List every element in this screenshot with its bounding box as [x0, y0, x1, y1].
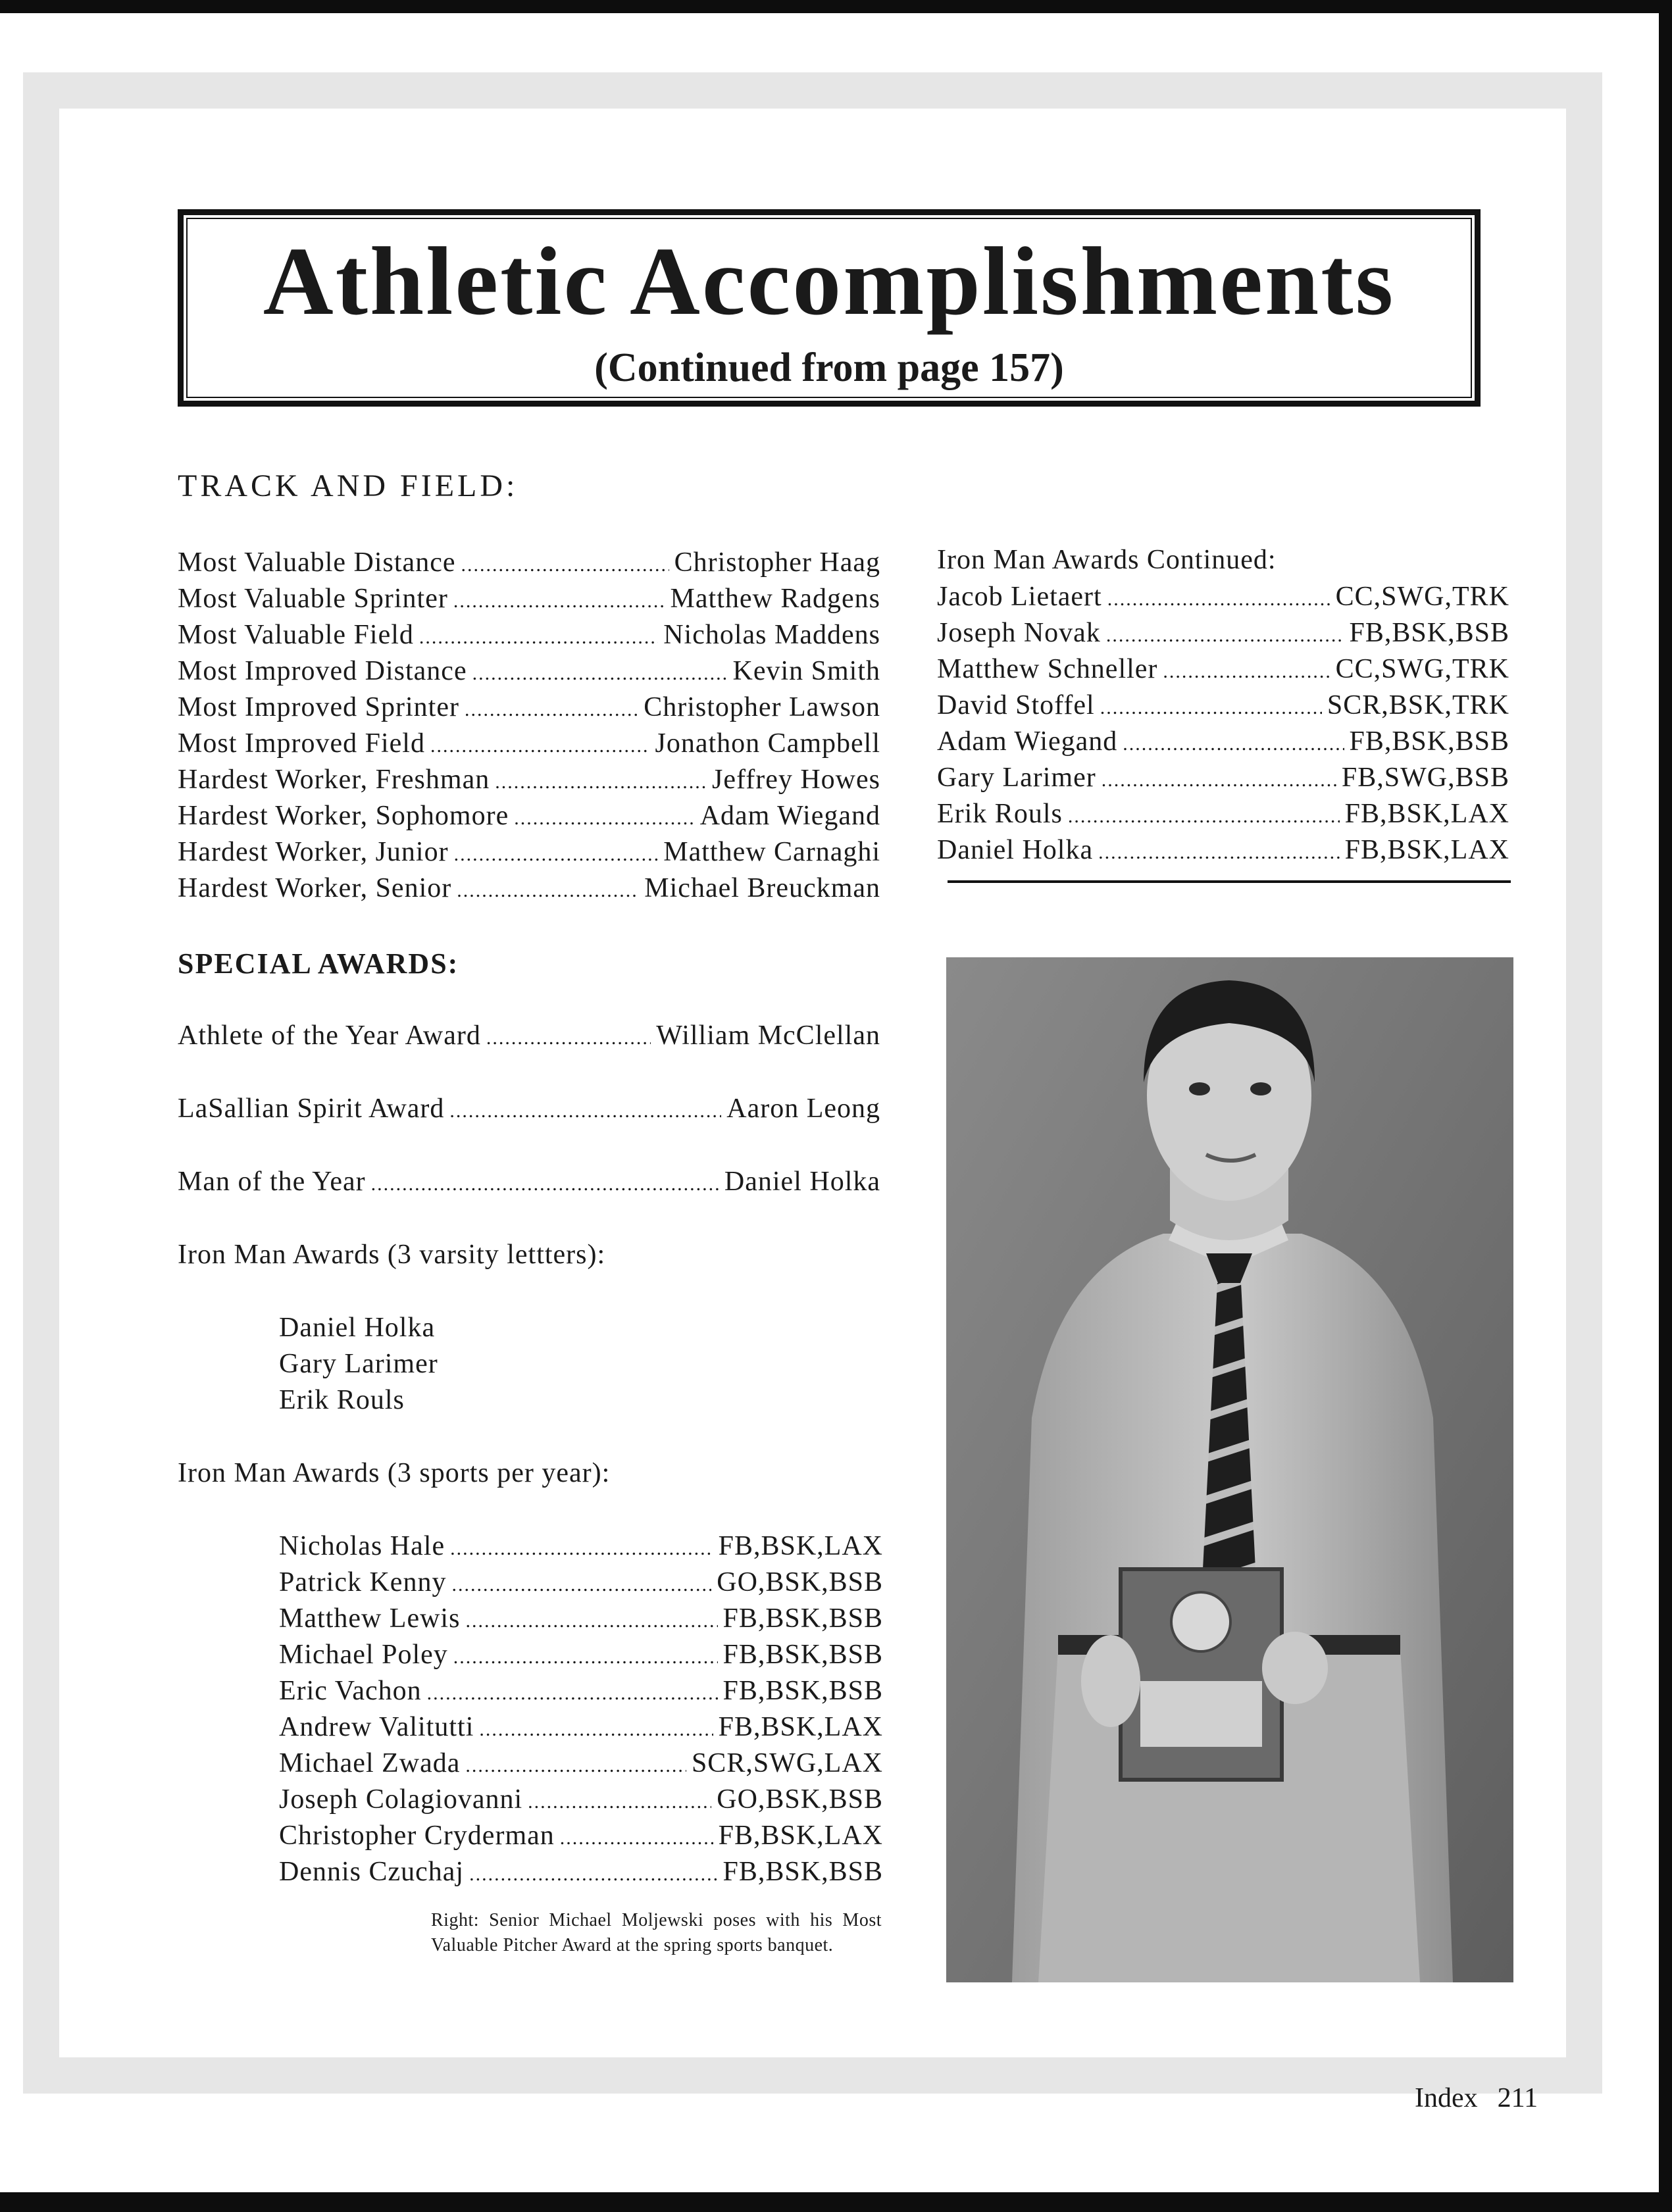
athlete-name: Joseph Novak	[937, 618, 1101, 648]
award-row	[178, 766, 880, 793]
page-subtitle: (Continued from page 157)	[594, 345, 1064, 390]
photo-caption: Right: Senior Michael Moljewski poses with his Most Valuable Pitcher Award at the spring sports banquet.	[431, 1910, 882, 1955]
award-winner: Nicholas Maddens	[663, 620, 880, 650]
athlete-name: David Stoffel	[937, 690, 1095, 720]
athlete-sports: SCR,SWG,LAX	[691, 1748, 883, 1778]
athlete-sports: FB,BSK,BSB	[722, 1676, 883, 1706]
award-row	[178, 693, 880, 721]
athlete-sports: CC,SWG,TRK	[1335, 654, 1509, 684]
award-name: Hardest Worker, Senior	[178, 873, 452, 903]
column-divider-rule	[948, 880, 1511, 883]
iron-man-row	[937, 800, 1509, 828]
dot-leader	[449, 1101, 721, 1121]
dot-leader	[469, 1865, 717, 1884]
athlete-name: Jacob Lietaert	[937, 582, 1102, 612]
dot-leader	[453, 1647, 718, 1667]
athlete-name: Patrick Kenny	[279, 1567, 447, 1597]
award-name: Most Improved Sprinter	[178, 692, 459, 722]
athlete-name: Nicholas Hale	[279, 1531, 445, 1561]
athlete-name: Michael Poley	[279, 1640, 448, 1670]
iron-man-continued-heading: Iron Man Awards Continued:	[937, 545, 1277, 575]
scan-edge-right	[1659, 0, 1672, 2212]
award-winner: Adam Wiegand	[699, 801, 880, 831]
dot-leader	[461, 555, 669, 575]
athlete-sports: GO,BSK,BSB	[717, 1784, 883, 1815]
award-name: Most Valuable Distance	[178, 547, 456, 578]
iron-man-row	[279, 1713, 883, 1741]
dot-leader	[1123, 734, 1344, 754]
award-row	[178, 549, 880, 576]
dot-leader	[560, 1828, 713, 1848]
award-row	[178, 585, 880, 613]
dot-leader	[430, 736, 650, 756]
iron-man-row	[279, 1822, 883, 1849]
award-winner: Matthew Carnaghi	[663, 837, 880, 867]
iron-man-letters-heading: Iron Man Awards (3 varsity lettters):	[178, 1240, 606, 1270]
page-number: 211	[1497, 2083, 1538, 2113]
dot-leader	[450, 1539, 713, 1559]
page-title: Athletic Accomplishments	[263, 228, 1396, 336]
title-box	[178, 209, 1481, 407]
athlete-name: Daniel Holka	[937, 835, 1094, 865]
award-winner: Daniel Holka	[724, 1167, 880, 1197]
athlete-name: Joseph Colagiovanni	[279, 1784, 523, 1815]
award-name: Hardest Worker, Sophomore	[178, 801, 509, 831]
iron-man-row	[279, 1605, 883, 1632]
list-item: Gary Larimer	[279, 1349, 438, 1379]
award-winner: Matthew Radgens	[670, 584, 880, 614]
dot-leader	[495, 772, 707, 792]
award-name: Hardest Worker, Freshman	[178, 765, 490, 795]
athlete-sports: FB,BSK,LAX	[1344, 835, 1509, 865]
scan-edge-top	[0, 0, 1672, 13]
dot-leader	[454, 845, 659, 865]
award-winner: Christopher Haag	[674, 547, 880, 578]
athlete-name: Christopher Cryderman	[279, 1821, 555, 1851]
athlete-name: Eric Vachon	[279, 1676, 422, 1706]
dot-leader	[427, 1684, 718, 1703]
athlete-sports: FB,BSK,LAX	[718, 1712, 883, 1742]
athlete-sports: FB,BSK,BSB	[1349, 726, 1509, 757]
dot-leader	[528, 1792, 711, 1812]
dot-leader	[465, 1611, 717, 1631]
iron-man-row	[937, 583, 1509, 611]
award-name: Athlete of the Year Award	[178, 1020, 481, 1051]
athlete-name: Matthew Lewis	[279, 1603, 461, 1634]
athlete-sports: GO,BSK,BSB	[717, 1567, 883, 1597]
award-name: Most Improved Distance	[178, 656, 467, 686]
award-name: Man of the Year	[178, 1167, 366, 1197]
special-awards-heading: SPECIAL AWARDS:	[178, 947, 459, 980]
plaque-nameplate-shape	[1140, 1681, 1262, 1747]
right-hand-shape	[1262, 1632, 1328, 1704]
footer-section-label: Index	[1415, 2083, 1478, 2113]
dot-leader	[1102, 770, 1336, 790]
iron-man-row	[937, 655, 1509, 683]
plaque-emblem-shape	[1171, 1592, 1230, 1651]
dot-leader	[371, 1174, 719, 1194]
left-hand-shape	[1081, 1635, 1140, 1727]
award-row	[178, 838, 880, 866]
iron-man-sports-heading: Iron Man Awards (3 sports per year):	[178, 1458, 611, 1488]
scan-edge-bottom	[0, 2192, 1672, 2212]
track-and-field-heading: TRACK AND FIELD:	[178, 468, 519, 503]
dot-leader	[1100, 698, 1322, 718]
athlete-sports: FB,BSK,BSB	[722, 1640, 883, 1670]
athlete-sports: SCR,BSK,TRK	[1327, 690, 1509, 720]
award-name: LaSallian Spirit Award	[178, 1093, 445, 1124]
award-winner: Kevin Smith	[732, 656, 880, 686]
dot-leader	[1068, 807, 1340, 826]
award-row	[178, 874, 880, 902]
iron-man-row	[279, 1749, 883, 1777]
iron-man-row	[937, 619, 1509, 647]
dot-leader	[479, 1720, 713, 1740]
athlete-name: Michael Zwada	[279, 1748, 461, 1778]
dot-leader	[1098, 843, 1340, 863]
award-name: Most Improved Field	[178, 728, 425, 759]
dot-leader	[465, 700, 638, 720]
athlete-name: Andrew Valitutti	[279, 1712, 474, 1742]
dot-leader	[451, 1575, 711, 1595]
iron-man-row	[279, 1569, 883, 1596]
athlete-sports: FB,BSK,BSB	[722, 1603, 883, 1634]
dot-leader	[472, 664, 728, 684]
athlete-sports: FB,BSK,LAX	[1344, 799, 1509, 829]
iron-man-row	[279, 1532, 883, 1560]
athlete-sports: FB,BSK,LAX	[718, 1531, 883, 1561]
award-winner: Christopher Lawson	[644, 692, 880, 722]
special-award-row	[178, 1095, 880, 1122]
iron-man-row	[279, 1641, 883, 1669]
iron-man-row	[279, 1858, 883, 1886]
special-award-row	[178, 1168, 880, 1195]
athlete-name: Erik Rouls	[937, 799, 1063, 829]
iron-man-row	[279, 1677, 883, 1705]
award-row	[178, 802, 880, 830]
award-winner: William McClellan	[656, 1020, 880, 1051]
iron-man-row	[937, 764, 1509, 792]
list-item: Daniel Holka	[279, 1313, 436, 1343]
athlete-photo-illustration	[946, 957, 1513, 1982]
dot-leader	[486, 1028, 651, 1048]
award-name: Hardest Worker, Junior	[178, 837, 449, 867]
athlete-photo	[946, 957, 1513, 1982]
award-winner: Aaron Leong	[726, 1093, 880, 1124]
award-winner: Michael Breuckman	[644, 873, 880, 903]
athlete-sports: FB,SWG,BSB	[1341, 763, 1509, 793]
award-name: Most Valuable Field	[178, 620, 414, 650]
award-row	[178, 657, 880, 685]
award-winner: Jeffrey Howes	[712, 765, 880, 795]
athlete-name: Dennis Czuchaj	[279, 1857, 465, 1887]
iron-man-row	[279, 1786, 883, 1813]
award-row	[178, 730, 880, 757]
dot-leader	[1163, 662, 1330, 682]
dot-leader	[457, 881, 639, 901]
athlete-name: Matthew Schneller	[937, 654, 1158, 684]
dot-leader	[514, 809, 694, 828]
iron-man-row	[937, 691, 1509, 719]
list-item: Erik Rouls	[279, 1385, 405, 1415]
dot-leader	[465, 1756, 686, 1776]
athlete-sports: FB,BSK,BSB	[1349, 618, 1509, 648]
athlete-name: Adam Wiegand	[937, 726, 1118, 757]
award-winner: Jonathon Campbell	[655, 728, 880, 759]
special-award-row	[178, 1022, 880, 1049]
dot-leader	[1106, 626, 1344, 645]
athlete-sports: FB,BSK,BSB	[722, 1857, 883, 1887]
athlete-name: Gary Larimer	[937, 763, 1096, 793]
award-name: Most Valuable Sprinter	[178, 584, 448, 614]
page-footer	[1415, 2084, 1538, 2112]
dot-leader	[419, 628, 658, 647]
dot-leader	[1107, 590, 1330, 609]
iron-man-row	[937, 836, 1509, 864]
right-eye-shape	[1250, 1082, 1271, 1095]
iron-man-row	[937, 728, 1509, 755]
left-eye-shape	[1189, 1082, 1210, 1095]
dot-leader	[453, 591, 665, 611]
athlete-sports: FB,BSK,LAX	[718, 1821, 883, 1851]
athlete-sports: CC,SWG,TRK	[1335, 582, 1509, 612]
award-row	[178, 621, 880, 649]
